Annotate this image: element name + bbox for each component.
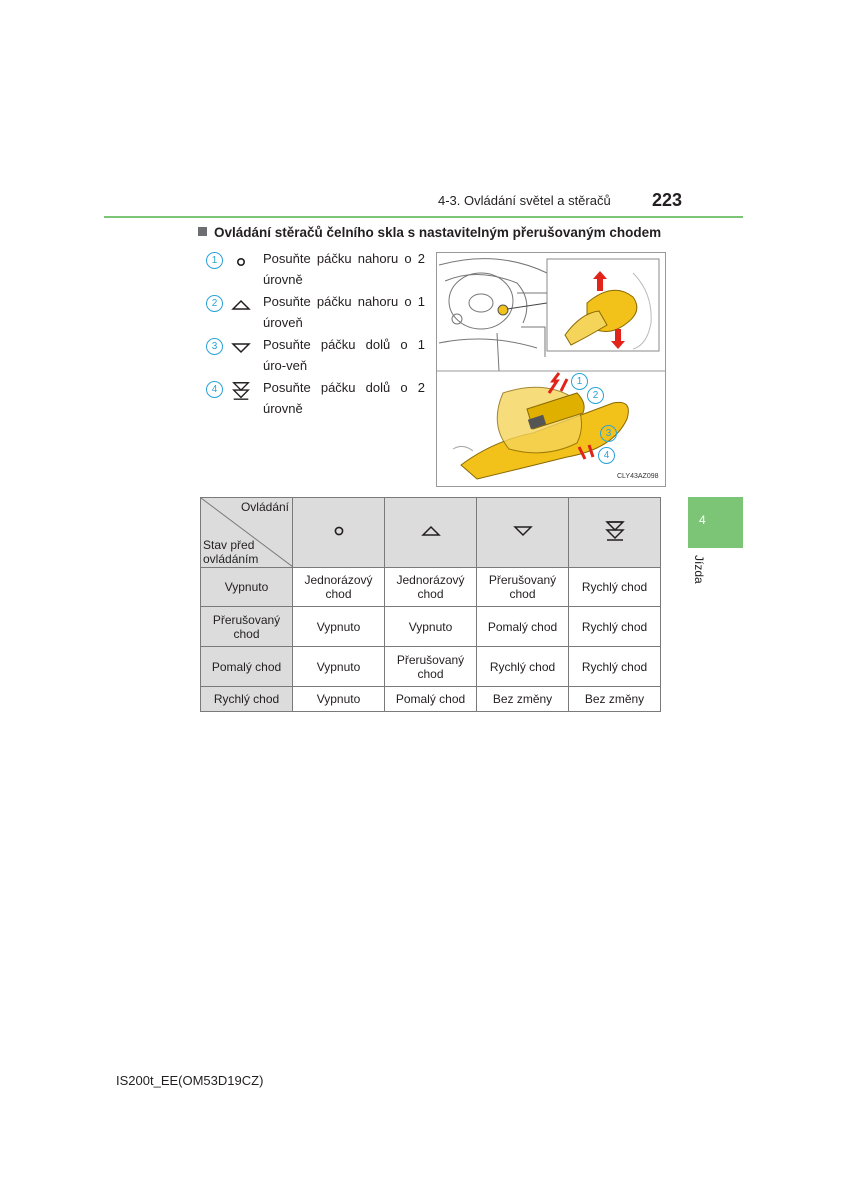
table-cell: Jednorázový chod: [385, 568, 477, 607]
callout-badge: 2: [587, 387, 604, 404]
page-number: 223: [652, 190, 683, 210]
circle-icon: [328, 521, 350, 541]
corner-label-operation: Ovládání: [240, 500, 289, 514]
step-text: Posuňte páčku dolů o 2 úrovně: [263, 380, 425, 416]
triangle-down-icon: [230, 338, 252, 358]
header-divider: [104, 216, 743, 218]
callout-badge: 1: [571, 373, 588, 390]
step-number-badge: 2: [206, 295, 223, 312]
wiper-lever-illustration: [436, 252, 666, 487]
section-heading-text: Ovládání stěračů čelního skla s nastavitelným přerušovaným chodem: [214, 225, 662, 240]
chapter-tab-label: Jízda: [692, 555, 706, 584]
table-cell: Vypnuto: [385, 607, 477, 647]
chapter-tab: [688, 497, 743, 548]
column-header-triangle-down: [477, 498, 569, 568]
corner-label-state: Stav před ovládáním: [203, 538, 259, 566]
step-number-badge: 1: [206, 252, 223, 269]
chapter-tab-number: 4: [699, 513, 706, 527]
table-row: [201, 568, 661, 607]
table-cell: Přerušovaný chod: [477, 568, 569, 607]
square-bullet-icon: [198, 227, 207, 236]
table-cell: Bez změny: [569, 687, 661, 712]
table-cell: Rychlý chod: [569, 607, 661, 647]
row-header: Vypnuto: [201, 568, 293, 607]
column-header-triangle-up: [385, 498, 477, 568]
section-heading: [198, 225, 661, 240]
table-cell: Pomalý chod: [477, 607, 569, 647]
table-corner-header: [201, 498, 293, 568]
triangle-up-icon: [230, 295, 252, 315]
table-cell: Rychlý chod: [477, 647, 569, 687]
table-cell: Vypnuto: [293, 687, 385, 712]
double-triangle-down-icon: [230, 381, 252, 401]
step-text: Posuňte páčku nahoru o 2 úrovně: [263, 251, 425, 287]
wiper-lever-drawing: [437, 253, 665, 486]
column-header-double-triangle-down: [569, 498, 661, 568]
triangle-up-icon: [420, 521, 442, 541]
step-number-badge: 4: [206, 381, 223, 398]
triangle-down-icon: [512, 521, 534, 541]
row-header: Rychlý chod: [201, 687, 293, 712]
table-cell: Vypnuto: [293, 607, 385, 647]
table-row: [201, 647, 661, 687]
column-header-circle: [293, 498, 385, 568]
wiper-mode-table: [200, 497, 661, 712]
table-row: [201, 607, 661, 647]
table-cell: Přerušovaný chod: [385, 647, 477, 687]
double-triangle-down-icon: [604, 520, 626, 542]
table-cell: Vypnuto: [293, 647, 385, 687]
table-cell: Pomalý chod: [385, 687, 477, 712]
table-cell: Jednorázový chod: [293, 568, 385, 607]
step-text: Posuňte páčku dolů o 1 úro-veň: [263, 337, 425, 373]
step-text: Posuňte páčku nahoru o 1 úroveň: [263, 294, 425, 330]
table-cell: Rychlý chod: [569, 647, 661, 687]
callout-badge: 3: [600, 425, 617, 442]
footer-document-code: IS200t_EE(OM53D19CZ): [116, 1073, 264, 1088]
row-header: Přerušovaný chod: [201, 607, 293, 647]
step-number-badge: 3: [206, 338, 223, 355]
row-header: Pomalý chod: [201, 647, 293, 687]
circle-icon: [230, 252, 252, 272]
figure-code: CLY43AZ098: [617, 473, 659, 480]
table-row: [201, 687, 661, 712]
table-cell: Rychlý chod: [569, 568, 661, 607]
callout-badge: 4: [598, 447, 615, 464]
header-section-title: 4-3. Ovládání světel a stěračů: [438, 193, 611, 208]
table-cell: Bez změny: [477, 687, 569, 712]
